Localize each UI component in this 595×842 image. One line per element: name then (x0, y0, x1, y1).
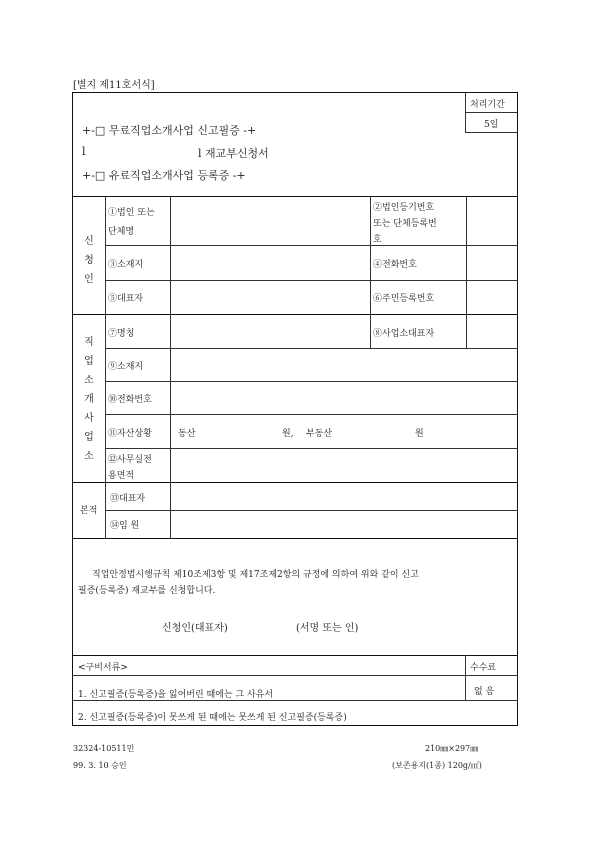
org-name-label-2: 단체명 (108, 227, 135, 237)
resident-number-field[interactable] (467, 281, 517, 313)
fee-value: 없 음 (474, 687, 495, 697)
applicant-section-label: 신 청 인 (84, 236, 94, 285)
reg-number-label-3: 호 (373, 235, 382, 245)
org-name-label-1: ①법인 또는 (108, 208, 155, 218)
domicile-representative-field[interactable] (171, 483, 517, 509)
document-item-1: 1. 신고필증(등록증)을 잃어버린 때에는 그 사유서 (78, 690, 274, 700)
applicant-signature-label: 신청인(대표자) (162, 623, 228, 634)
won-unit-1: 원, (282, 429, 294, 439)
reg-number-label-2: 또는 단체등록번 (373, 219, 437, 229)
applicant-representative-field[interactable] (171, 281, 369, 313)
domicile-officer-field[interactable] (171, 511, 517, 537)
address-label: ③소재지 (108, 260, 144, 270)
form-code: 32324-10511민 (73, 744, 135, 753)
title-line-paid: +-□ 유료직업소개사업 등록증 -+ (82, 169, 246, 182)
domicile-representative-label: ⑬대표자 (110, 494, 146, 504)
office-address-field[interactable] (171, 349, 517, 380)
phone-label: ④전화번호 (373, 260, 417, 270)
office-address-label: ⑨소재지 (108, 362, 144, 372)
title-line-free: +-□ 무료직업소개사업 신고필증 -+ (82, 124, 257, 137)
office-area-field[interactable] (171, 449, 517, 481)
office-name-label: ⑦명칭 (108, 329, 135, 339)
office-phone-field[interactable] (171, 382, 517, 413)
signature-or-seal-label: (서명 또는 인) (296, 623, 359, 634)
title-reissue-application: l 재교부신청서 (198, 147, 269, 160)
statement-text-line-1: 직업안정법시행규칙 제10조제3항 및 제17조제2항의 규정에 의하여 위와 같이 신고 (92, 570, 419, 580)
office-head-label: ⑧사업소대표자 (373, 329, 435, 339)
form-number-label: [별지 제11호서식] (73, 80, 155, 91)
required-documents-header: <구비서류> (78, 663, 128, 673)
reg-number-field[interactable] (467, 197, 517, 244)
processing-period-label: 처리기간 (470, 100, 505, 110)
resident-number-label: ⑥주민등록번호 (373, 294, 435, 304)
immovable-assets-label: 부동산 (306, 429, 333, 439)
title-bracket-left: l (82, 145, 86, 158)
won-unit-2: 원 (415, 429, 424, 439)
movable-assets-label: 동산 (178, 429, 196, 439)
approval-date: 99. 3. 10 승인 (73, 761, 127, 770)
applicant-address-field[interactable] (171, 246, 369, 279)
document-item-2: 2. 신고필증(등록증)이 못쓰게 된 때에는 못쓰게 된 신고필증(등록증) (78, 713, 347, 723)
reg-number-label-1: ②법인등기번호 (373, 203, 435, 213)
office-phone-label: ⑩전화번호 (108, 395, 152, 405)
applicant-phone-field[interactable] (467, 246, 517, 279)
statement-text-line-2: 필증(등록증) 재교부를 신청합니다. (78, 586, 216, 596)
paper-spec: (보존용지(1종) 120g/㎡) (392, 761, 482, 770)
office-area-label-2: 용면적 (108, 471, 135, 481)
domicile-officer-label: ⑭임 원 (110, 521, 140, 531)
fee-label: 수수료 (470, 663, 497, 673)
office-name-field[interactable] (171, 315, 369, 347)
org-name-field[interactable] (171, 197, 369, 244)
representative-label: ⑤대표자 (108, 294, 144, 304)
processing-period-value: 5일 (484, 120, 499, 130)
office-area-label-1: ⑫사무실전 (108, 455, 152, 465)
assets-label: ⑪자산상황 (108, 429, 152, 439)
applicant-signature-field[interactable] (235, 614, 290, 634)
office-section-label: 직 업 소 개 사 업 소 (84, 337, 94, 462)
office-head-field[interactable] (467, 315, 517, 347)
paper-size: 210㎜×297㎜ (425, 744, 479, 753)
domicile-section-label: 본적 (80, 506, 98, 516)
